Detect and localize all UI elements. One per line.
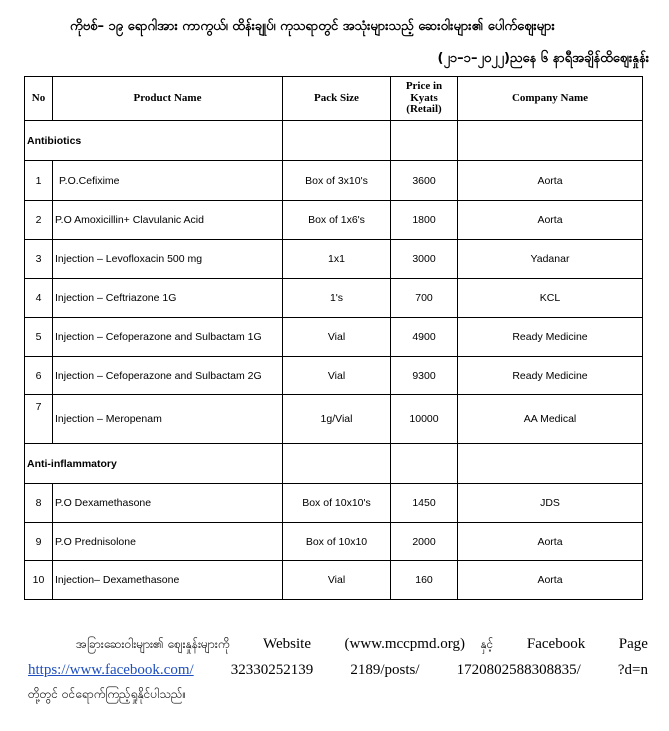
row-no: 4: [25, 279, 53, 318]
row-company: Ready Medicine: [458, 357, 643, 395]
page-subtitle-date: (၂၁–၁–၂၀၂၂)ညနေ ၆ နာရီအချိန်ထိဈေးနှုန်း: [437, 51, 649, 66]
table-row: [25, 561, 643, 600]
row-company: Ready Medicine: [458, 318, 643, 357]
table-row: [25, 201, 643, 240]
row-price: 9300: [391, 357, 458, 395]
row-pack: 1g/Vial: [283, 395, 391, 444]
row-pack: Vial: [283, 318, 391, 357]
row-price: 1450: [391, 484, 458, 523]
table-row: [25, 484, 643, 523]
footer-line-1: [28, 636, 648, 654]
table-row: [25, 240, 643, 279]
row-no: 7: [25, 395, 53, 444]
facebook-url-part: 1720802588308835/: [456, 662, 581, 678]
row-price: 4900: [391, 318, 458, 357]
section-row-antibiotics: [25, 121, 643, 161]
row-company: Yadanar: [458, 240, 643, 279]
row-pack: 1x1: [283, 240, 391, 279]
row-company: Aorta: [458, 201, 643, 240]
row-company: Aorta: [458, 161, 643, 201]
row-company: Aorta: [458, 561, 643, 600]
table-row: [25, 318, 643, 357]
row-pack: Vial: [283, 561, 391, 600]
table-header-row: [25, 77, 643, 121]
table-row: [25, 395, 643, 444]
table-row: [25, 279, 643, 318]
section-row-anti-inflammatory: [25, 444, 643, 484]
row-product: Injection – Cefoperazone and Sulbactam 1G: [53, 318, 283, 357]
row-company: JDS: [458, 484, 643, 523]
row-price: 10000: [391, 395, 458, 444]
row-pack: Box of 3x10's: [283, 161, 391, 201]
footer-line-2: [28, 662, 648, 679]
table-row: [25, 357, 643, 395]
row-no: 10: [25, 561, 53, 600]
column-header-product: Product Name: [53, 77, 283, 121]
row-price: 1800: [391, 201, 458, 240]
website-url[interactable]: (www.mccpmd.org): [344, 636, 465, 652]
table-row: [25, 523, 643, 561]
row-pack: 1's: [283, 279, 391, 318]
row-pack: Vial: [283, 357, 391, 395]
facebook-url-part: 2189/posts/: [350, 662, 420, 678]
row-company: KCL: [458, 279, 643, 318]
facebook-label: Facebook: [526, 636, 586, 652]
facebook-link[interactable]: https://www.facebook.com/: [28, 662, 194, 678]
row-product: P.O Dexamethasone: [53, 484, 283, 523]
column-header-price: Price in Kyats (Retail): [391, 77, 458, 121]
row-product: Injection – Levofloxacin 500 mg: [53, 240, 283, 279]
footer-text: အခြားဆေးဝါးများ၏ ဈေးနှုန်းများကို: [76, 637, 230, 651]
row-price: 700: [391, 279, 458, 318]
row-price: 160: [391, 561, 458, 600]
table-row: [25, 161, 643, 201]
row-price: 3000: [391, 240, 458, 279]
row-pack: Box of 1x6's: [283, 201, 391, 240]
website-label: Website: [263, 636, 311, 652]
row-no: 1: [25, 161, 53, 201]
section-title: Antibiotics: [25, 121, 283, 161]
row-no: 3: [25, 240, 53, 279]
row-no: 9: [25, 523, 53, 561]
price-table: [24, 76, 643, 600]
footer-line-3: တို့တွင် ဝင်ရောက်ကြည့်ရှုနိုင်ပါသည်။: [28, 687, 187, 701]
facebook-url-part: ?d=n: [617, 662, 648, 678]
page-label: Page: [618, 636, 648, 652]
row-product: P.O.Cefixime: [53, 161, 283, 201]
row-no: 6: [25, 357, 53, 395]
row-no: 2: [25, 201, 53, 240]
column-header-company: Company Name: [458, 77, 643, 121]
column-header-pack-size: Pack Size: [283, 77, 391, 121]
row-pack: Box of 10x10's: [283, 484, 391, 523]
row-pack: Box of 10x10: [283, 523, 391, 561]
row-product: Injection – Meropenam: [53, 395, 283, 444]
row-no: 5: [25, 318, 53, 357]
row-product: P.O Prednisolone: [53, 523, 283, 561]
row-product: P.O Amoxicillin+ Clavulanic Acid: [53, 201, 283, 240]
section-title: Anti-inflammatory: [25, 444, 283, 484]
row-product: Injection – Cefoperazone and Sulbactam 2G: [53, 357, 283, 395]
row-product: Injection – Ceftriazone 1G: [53, 279, 283, 318]
row-company: AA Medical: [458, 395, 643, 444]
row-price: 2000: [391, 523, 458, 561]
row-price: 3600: [391, 161, 458, 201]
page-title: ကိုဗစ်– ၁၉ ရောဂါအား ကာကွယ်၊ ထိန်းချုပ်၊ ကုသရာတွင် အသုံးများသည့် ဆေးဝါးများ၏ ပေါက်ဈေးများ: [70, 19, 555, 34]
row-no: 8: [25, 484, 53, 523]
row-product: Injection– Dexamethasone: [53, 561, 283, 600]
row-company: Aorta: [458, 523, 643, 561]
column-header-no: No: [25, 77, 53, 121]
facebook-url-part: 32330252139: [230, 662, 314, 678]
footer-and: နှင့်: [480, 637, 494, 651]
